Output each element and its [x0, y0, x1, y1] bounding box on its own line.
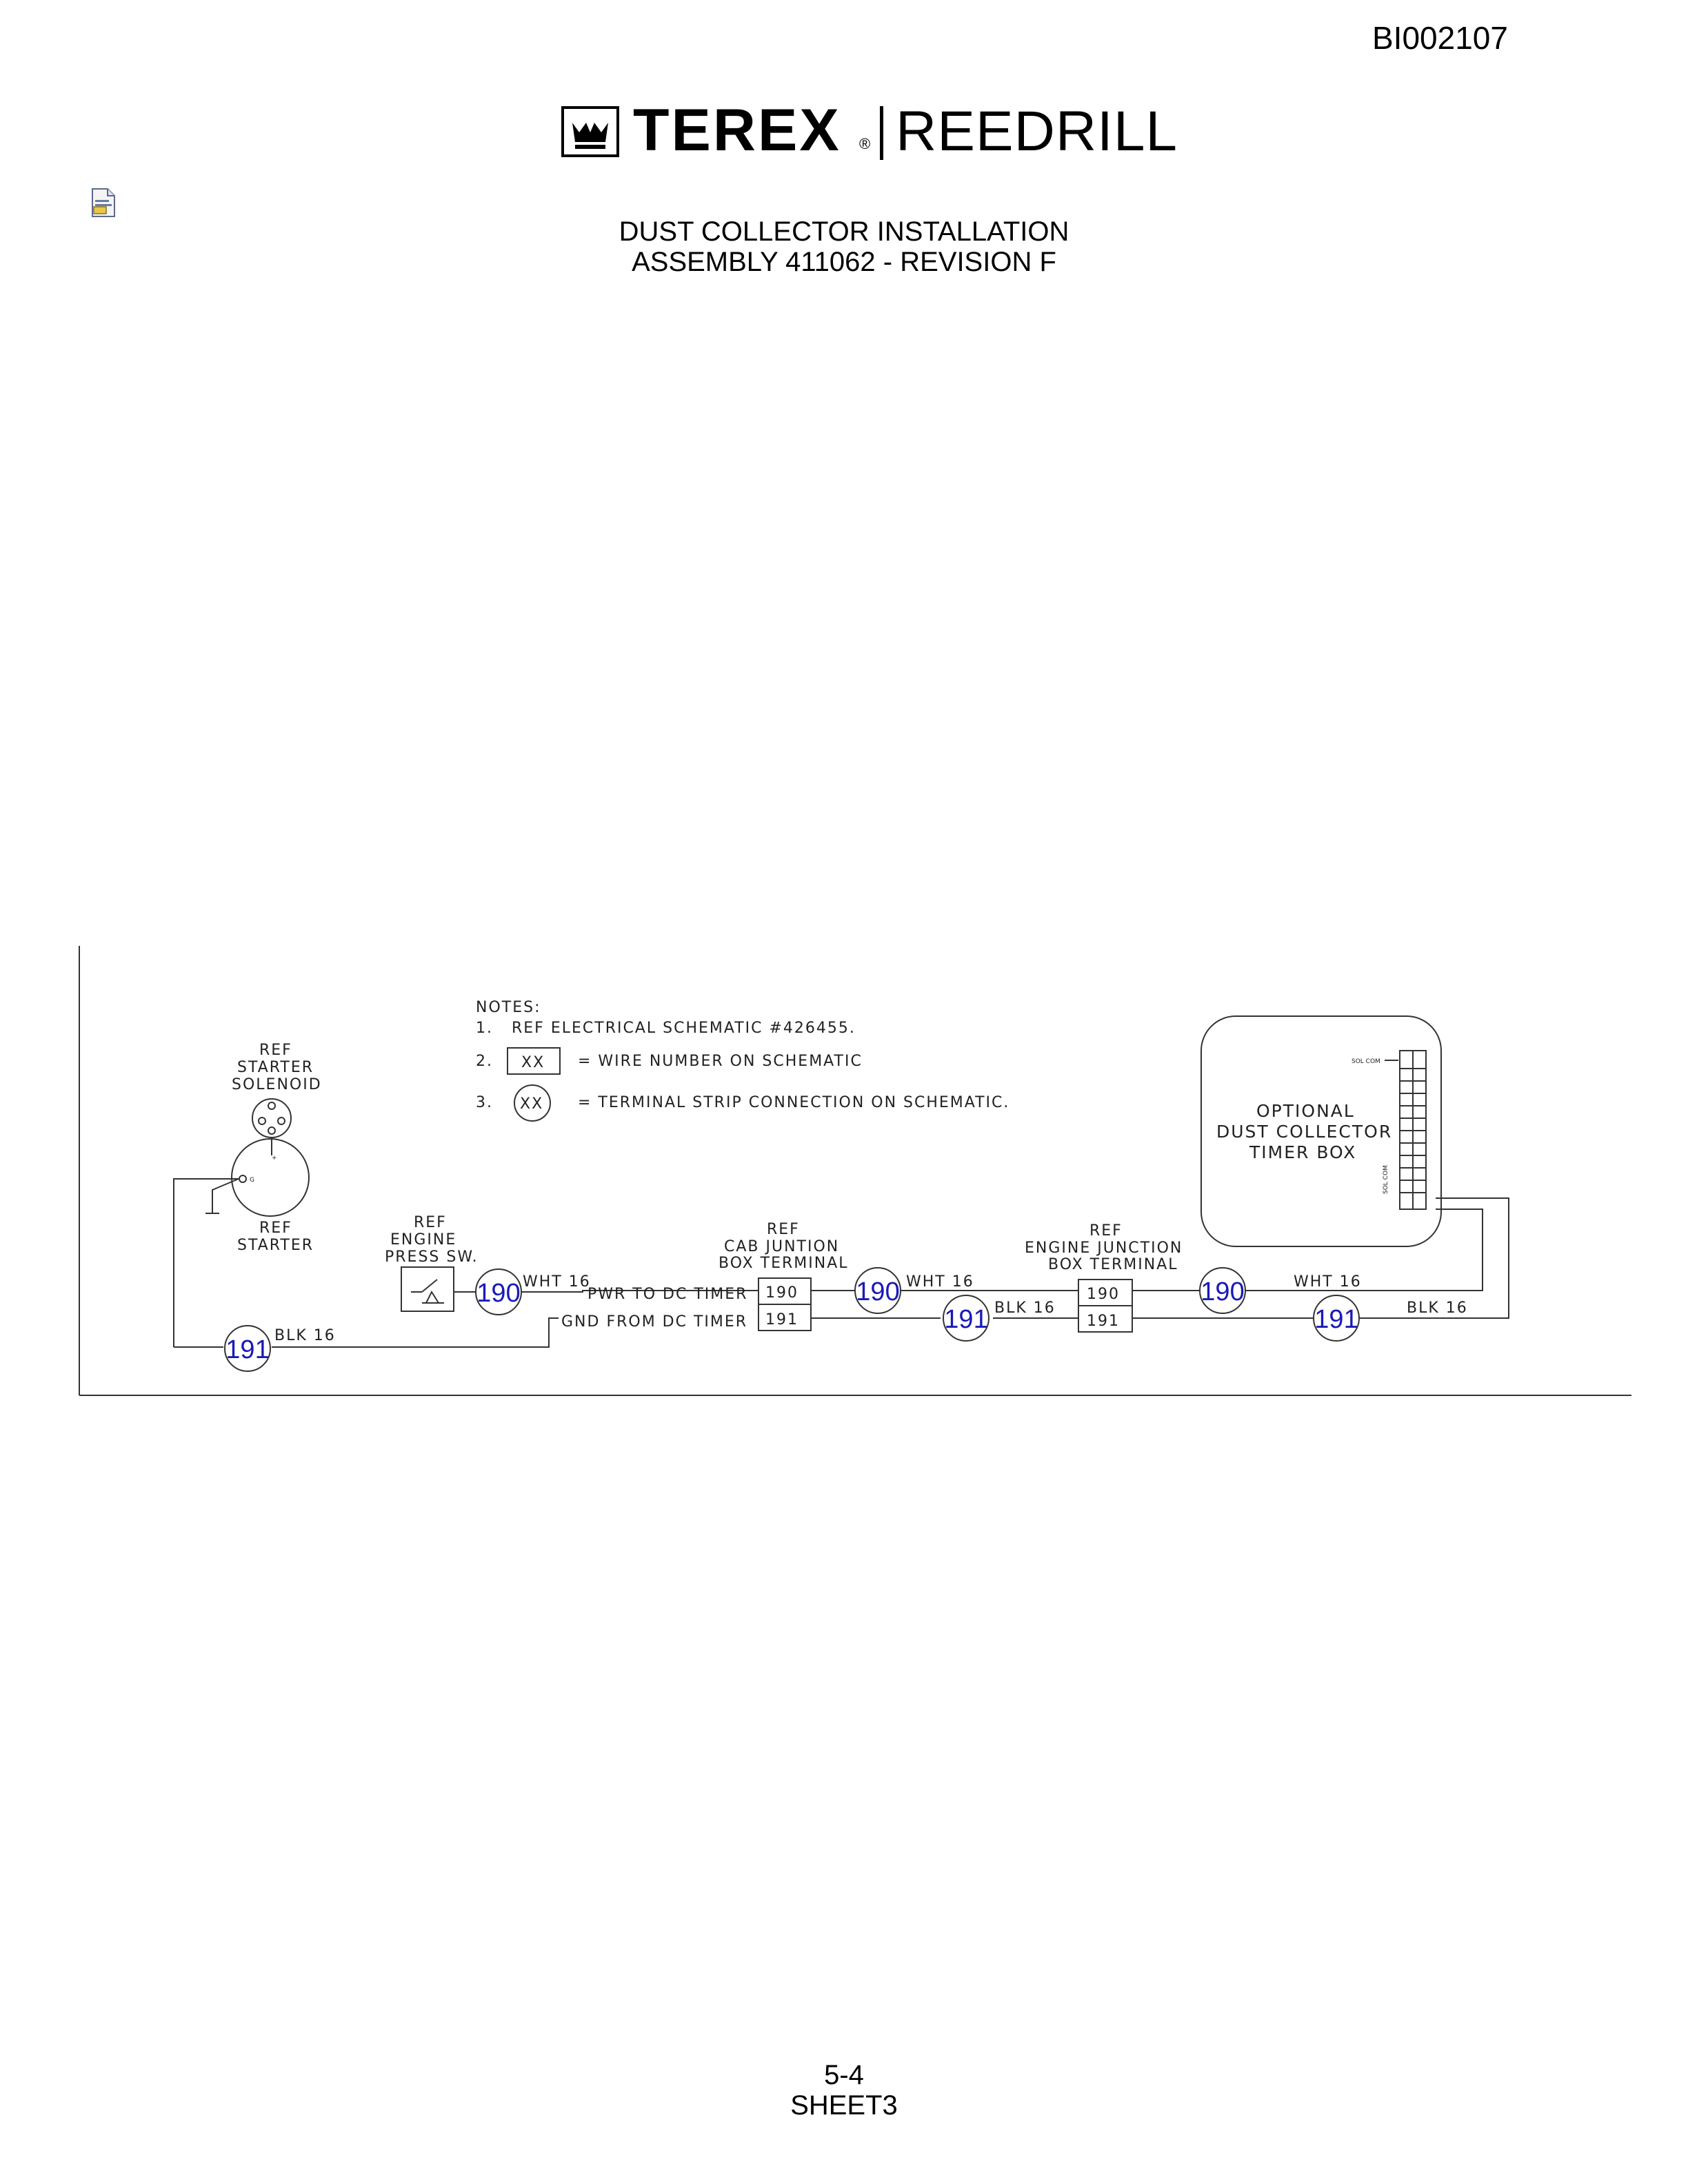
press-switch-label-3: PRESS SW.	[385, 1248, 479, 1266]
timer-box-label-3: TIMER BOX	[1249, 1142, 1357, 1162]
product-name: REEDRILL	[896, 100, 1178, 163]
engine-box-label-1: REF	[1089, 1222, 1123, 1240]
solenoid-label-1: REF	[259, 1042, 292, 1059]
note-3-number: 3.	[476, 1094, 493, 1111]
starter-label-1: REF	[259, 1220, 292, 1237]
wire-label-blk-1: BLK 16	[274, 1327, 336, 1344]
engine-box-label-3: BOX TERMINAL	[1048, 1256, 1178, 1273]
wiring-diagram	[0, 938, 1688, 1410]
wire-label-wht-2: WHT 16	[906, 1273, 974, 1291]
note-2-symbol: XX	[521, 1054, 545, 1071]
wire-label-pwr: PWR TO DC TIMER	[587, 1286, 748, 1303]
wire-tag-190-a-text: 190	[476, 1279, 521, 1308]
wire-label-wht-3: WHT 16	[1294, 1273, 1362, 1291]
press-switch-box	[401, 1267, 454, 1311]
cab-box-label-3: BOX TERMINAL	[719, 1255, 849, 1272]
press-switch-label-2: ENGINE	[390, 1231, 457, 1248]
solenoid-label-3: SOLENOID	[232, 1076, 322, 1093]
note-3-symbol: XX	[520, 1095, 544, 1113]
title-line-2: ASSEMBLY 411062 - REVISION F	[632, 247, 1056, 277]
crown-logo-icon	[561, 106, 619, 157]
wire-tag-191-a-text: 191	[225, 1335, 270, 1364]
wire-tag-190-c-text: 190	[1200, 1277, 1245, 1306]
note-3-text: = TERMINAL STRIP CONNECTION ON SCHEMATIC.	[578, 1094, 1010, 1111]
attachment-icon[interactable]	[90, 188, 117, 218]
note-1-number: 1.	[476, 1020, 493, 1037]
sheet-label: SHEET3	[790, 2090, 898, 2121]
engine-terminal-190: 190	[1087, 1286, 1120, 1303]
engine-box-label-2: ENGINE JUNCTION	[1025, 1240, 1183, 1257]
wire-label-blk-2: BLK 16	[994, 1300, 1056, 1317]
starter-ground-mark: G	[250, 1177, 254, 1184]
cab-box-label-2: CAB JUNTION	[724, 1238, 840, 1255]
engine-terminal-191: 191	[1087, 1313, 1120, 1330]
title-line-1: DUST COLLECTOR INSTALLATION	[619, 216, 1069, 247]
brand-name: TEREX	[633, 97, 841, 163]
note-2-text: = WIRE NUMBER ON SCHEMATIC	[578, 1053, 863, 1070]
registered-mark: ®	[859, 135, 871, 152]
wire-tag-191-c-text: 191	[1314, 1305, 1358, 1334]
document-id: BI002107	[1372, 20, 1508, 56]
solenoid-label-2: STARTER	[237, 1059, 314, 1076]
wire-label-blk-3: BLK 16	[1407, 1300, 1468, 1317]
notes-heading: NOTES:	[476, 999, 541, 1016]
cab-box-label-1: REF	[767, 1221, 800, 1238]
wire-tag-191-b-text: 191	[944, 1305, 988, 1334]
wire-tag-190-b-text: 190	[856, 1277, 900, 1306]
starter-body	[232, 1139, 309, 1216]
wire-label-wht-1: WHT 16	[523, 1273, 591, 1291]
cab-terminal-191: 191	[765, 1311, 798, 1328]
brand-logo	[561, 97, 1182, 163]
cab-terminal-190: 190	[765, 1284, 798, 1302]
brand-separator	[880, 106, 883, 160]
starter-label-2: STARTER	[237, 1237, 314, 1254]
solenoid-body	[252, 1099, 291, 1138]
note-2-number: 2.	[476, 1053, 493, 1070]
timer-box-label-1: OPTIONAL	[1256, 1101, 1355, 1121]
timer-sol-com-top: SOL COM	[1352, 1058, 1380, 1065]
note-1-text: REF ELECTRICAL SCHEMATIC #426455.	[512, 1020, 856, 1037]
press-switch-label-1: REF	[414, 1214, 447, 1231]
wire-label-gnd: GND FROM DC TIMER	[561, 1313, 748, 1331]
page-number: 5-4	[824, 2060, 864, 2090]
timer-sol-com-side: SOL COM	[1383, 1165, 1389, 1194]
starter-plus-mark: +	[272, 1155, 277, 1162]
timer-box-label-2: DUST COLLECTOR	[1216, 1122, 1393, 1142]
